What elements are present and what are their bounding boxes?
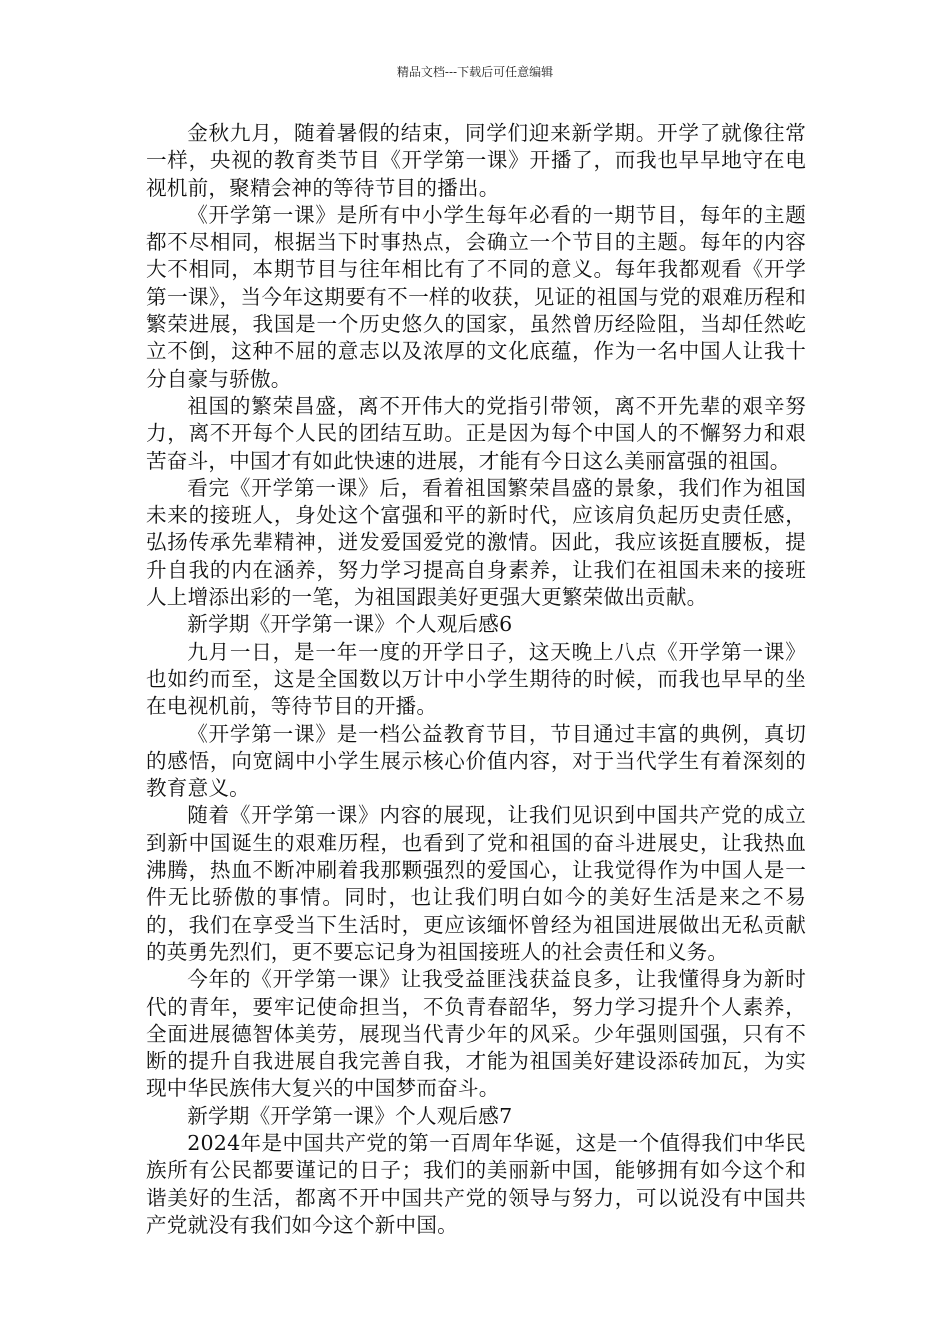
paragraph: 祖国的繁荣昌盛，离不开伟大的党指引带领，离不开先辈的艰辛努力，离不开每个人民的团结互助。正是因为每个中国人的不懈努力和艰苦奋斗，中国才有如此快速的进展，才能有今日这么美丽富强的祖国。	[146, 393, 806, 473]
paragraph: 九月一日，是一年一度的开学日子，这天晚上八点《开学第一课》也如约而至，这是全国数以万计中小学生期待的时候，而我也早早的坐在电视机前，等待节目的开播。	[146, 639, 806, 719]
paragraph: 随着《开学第一课》内容的展现，让我们见识到中国共产党的成立到新中国诞生的艰难历程，也看到了党和祖国的奋斗进展史，让我热血沸腾，热血不断冲刷着我那颗强烈的爱国心，让我觉得作为中国人是一件无比骄傲的事情。同时，也让我们明白如今的美好生活是来之不易的，我们在享受当下生活时，更应该缅怀曾经为祖国进展做出无私贡献的英勇先烈们，更不要忘记身为祖国接班人的社会责任和义务。	[146, 803, 806, 964]
document-body	[146, 120, 806, 1239]
paragraph: 《开学第一课》是一档公益教育节目，节目通过丰富的典例，真切的感悟，向宽阔中小学生展示核心价值内容，对于当代学生有着深刻的教育意义。	[146, 721, 806, 801]
section-heading: 新学期《开学第一课》个人观后感6	[187, 612, 513, 637]
page-header: 精品文档---下载后可任意编辑	[396, 65, 554, 79]
paragraph: 2024年是中国共产党的第一百周年华诞，这是一个值得我们中华民族所有公民都要谨记的日子；我们的美丽新中国，能够拥有如今这个和谐美好的生活，都离不开中国共产党的领导与努力，可以说没有中国共产党就没有我们如今这个新中国。	[146, 1130, 806, 1237]
paragraph: 金秋九月，随着暑假的结束，同学们迎来新学期。开学了就像往常一样，央视的教育类节目《开学第一课》开播了，而我也早早地守在电视机前，聚精会神的等待节目的播出。	[146, 121, 806, 200]
paragraph: 今年的《开学第一课》让我受益匪浅获益良多，让我懂得身为新时代的青年，要牢记使命担当，不负青春韶华，努力学习提升个人素养，全面进展德智体美劳，展现当代青少年的风采。少年强则国强，只有不断的提升自我进展自我完善自我，才能为祖国美好建设添砖加瓦，为实现中华民族伟大复兴的中国梦而奋斗。	[146, 967, 806, 1101]
paragraph: 看完《开学第一课》后，看着祖国繁荣昌盛的景象，我们作为祖国未来的接班人，身处这个富强和平的新时代，应该肩负起历史责任感，弘扬传承先辈精神，迸发爱国爱党的激情。因此，我应该挺直腰板，提升自我的内在涵养，努力学习提高自身素养，让我们在祖国未来的接班人上增添出彩的一笔，为祖国跟美好更强大更繁荣做出贡献。	[146, 475, 806, 610]
paragraph: 《开学第一课》是所有中小学生每年必看的一期节目，每年的主题都不尽相同，根据当下时事热点，会确立一个节目的主题。每年的内容大不相同，本期节目与往年相比有了不同的意义。每年我都观看《开学第一课》，当今年这期要有不一样的收获，见证的祖国与党的艰难历程和繁荣进展，我国是一个历史悠久的国家，虽然曾历经险阻，当却任然屹立不倒，这种不屈的意志以及浓厚的文化底蕴，作为一名中国人让我十分自豪与骄傲。	[146, 202, 806, 391]
section-heading: 新学期《开学第一课》个人观后感7	[187, 1103, 513, 1128]
